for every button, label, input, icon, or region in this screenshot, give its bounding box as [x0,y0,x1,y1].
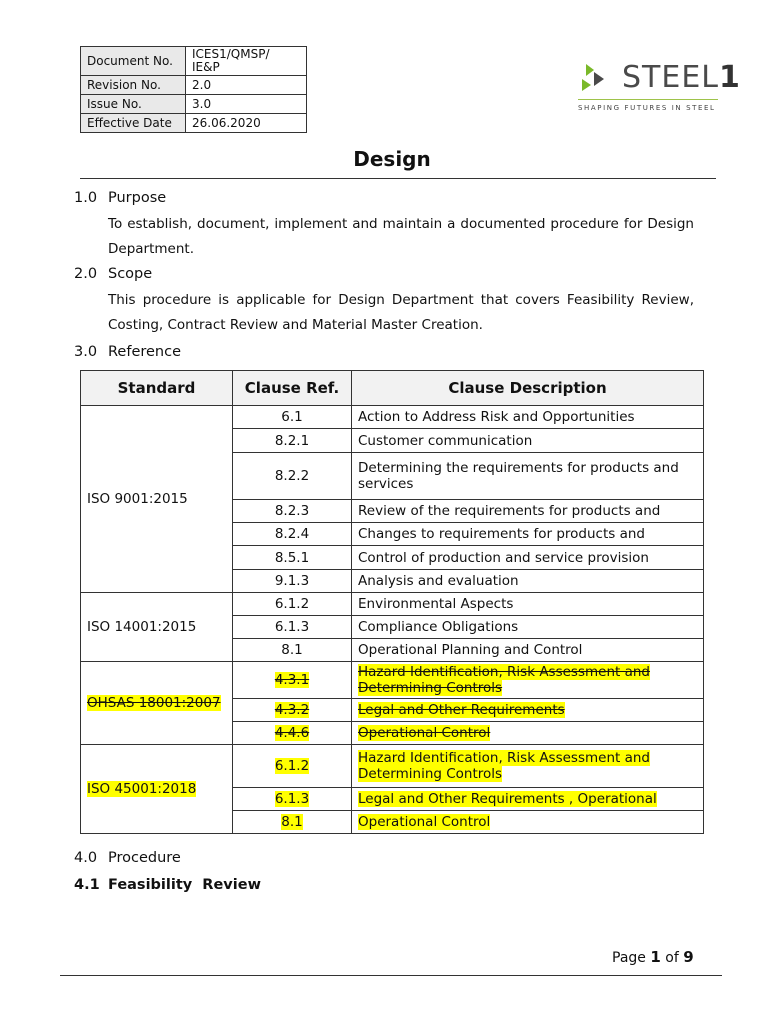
clause-desc-wrapper [352,500,704,523]
section-number: 1.0 [74,190,98,206]
logo-tagline: SHAPING FUTURES IN STEEL [578,104,716,112]
clause-desc-wrapper [352,811,704,834]
clause-desc-wrapper [352,722,704,745]
revision-label: Revision No. [81,76,186,95]
title-divider [80,178,716,179]
col-header-standard: Standard [81,371,233,406]
clause-ref-cell: 8.2.2 [233,453,352,500]
clause-ref-cell: 9.1.3 [233,570,352,593]
clause-desc-cell: Legal and Other Requirements [358,702,565,718]
section-heading: Scope [108,266,153,282]
page-title: Design [353,147,431,171]
clause-desc-wrapper [352,788,704,811]
clause-ref-cell: 8.2.4 [233,523,352,546]
scope-text: This procedure is applicable for Design Department that covers Feasibility Review, Costing, Contract Review and Material Master Creation. [108,292,694,333]
section-heading: Feasibility Review [108,877,261,893]
clause-desc-cell: Legal and Other Requirements , Operational [358,791,657,807]
clause-desc-cell: Operational Planning and Control [352,639,704,662]
clause-ref-cell: 8.2.3 [233,500,352,523]
clause-ref-wrapper [233,662,352,699]
clause-desc-wrapper [352,662,704,699]
clause-ref-cell: 8.5.1 [233,546,352,570]
section-procedure-heading [74,850,181,866]
section-feasibility-heading [74,877,261,893]
standard-cell: ISO 9001:2015 [81,406,233,593]
doc-no-label: Document No. [81,47,186,76]
standard-cell: OHSAS 18001:2007 [87,695,221,711]
clause-desc-cell: Control of production and service provision [352,546,704,570]
clause-ref-wrapper [233,722,352,745]
clause-desc-cell: Customer communication [352,429,704,453]
clause-desc-cell: Hazard Identification, Risk Assessment and Determining Controls [358,750,650,782]
section-purpose-heading [74,190,166,206]
page-label: Page [612,950,646,966]
clause-desc-clip [358,791,697,807]
table-row [81,406,704,429]
clause-ref-cell: 4.3.1 [274,672,310,688]
clause-ref-cell: 6.1.2 [274,758,310,774]
standard-cell: ISO 14001:2015 [81,593,233,662]
clause-ref-wrapper [233,811,352,834]
clause-ref-wrapper [233,745,352,788]
logo-wordmark [622,60,741,96]
clause-desc-cell: Operational Control [358,725,491,741]
issue-label: Issue No. [81,95,186,114]
section-number: 4.0 [74,850,98,866]
standard-cell: ISO 45001:2018 [87,781,197,797]
section-heading: Procedure [108,850,181,866]
clause-desc-cell: Compliance Obligations [352,616,704,639]
clause-desc-wrapper [352,699,704,722]
clause-ref-cell: 4.4.6 [274,725,310,741]
clause-desc-cell: Determining the requirements for products and services [352,453,704,500]
clause-desc-cell: Environmental Aspects [352,593,704,616]
clause-ref-cell: 8.1 [281,814,303,830]
clause-desc-cell: Hazard Identification, Risk Assessment and Determining Controls [358,664,650,696]
page-total: 9 [683,948,694,966]
logo-name-bold: 1 [719,60,741,95]
clause-desc-cell: Analysis and evaluation [352,570,704,593]
col-header-clause-ref: Clause Ref. [233,371,352,406]
section-number: 3.0 [74,344,98,360]
section-heading: Purpose [108,190,167,206]
footer-divider [60,975,722,976]
logo-divider [578,99,718,100]
section-scope-heading [74,266,152,282]
table-row [81,662,704,699]
clause-desc-wrapper [352,523,704,546]
clause-desc-wrapper [352,745,704,788]
clause-ref-cell: 4.3.2 [274,702,310,718]
clause-desc-cell: Review of the requirements for products and [358,503,661,519]
standard-cell-wrapper [81,662,233,745]
table-row [81,593,704,616]
page-number [612,948,694,966]
clause-ref-cell: 6.1.2 [233,593,352,616]
clause-ref-cell: 6.1.3 [233,616,352,639]
clause-desc-cell: Changes to requirements for products and [358,526,645,542]
steel1-logo [578,60,741,120]
page-current: 1 [650,948,661,966]
standard-cell-wrapper [81,745,233,834]
section-number: 2.0 [74,266,98,282]
section-number: 4.1 [74,877,100,893]
clause-ref-wrapper [233,788,352,811]
issue-value: 3.0 [186,95,307,114]
doc-no-value: ICES1/QMSP/ IE&P [186,47,307,76]
of-label: of [665,950,679,966]
clause-ref-cell: 6.1.3 [274,791,310,807]
effective-date-value: 26.06.2020 [186,114,307,133]
clause-ref-cell: 8.2.1 [233,429,352,453]
clause-desc-cell: Action to Address Risk and Opportunities [352,406,704,429]
clause-ref-wrapper [233,699,352,722]
clause-desc-cell: Operational Control [358,814,491,830]
effective-date-label: Effective Date [81,114,186,133]
document-info-table [80,46,307,133]
table-row [81,745,704,788]
section-heading: Reference [108,344,182,360]
section-reference-heading [74,344,181,360]
clause-ref-cell: 8.1 [233,639,352,662]
clause-ref-cell: 6.1 [233,406,352,429]
col-header-clause-description: Clause Description [352,371,704,406]
purpose-text: To establish, document, implement and maintain a documented procedure for Design Department. [108,216,694,257]
revision-value: 2.0 [186,76,307,95]
logo-name: STEEL [622,60,719,95]
reference-table [80,370,704,834]
steel1-arrow-icon [582,64,608,92]
